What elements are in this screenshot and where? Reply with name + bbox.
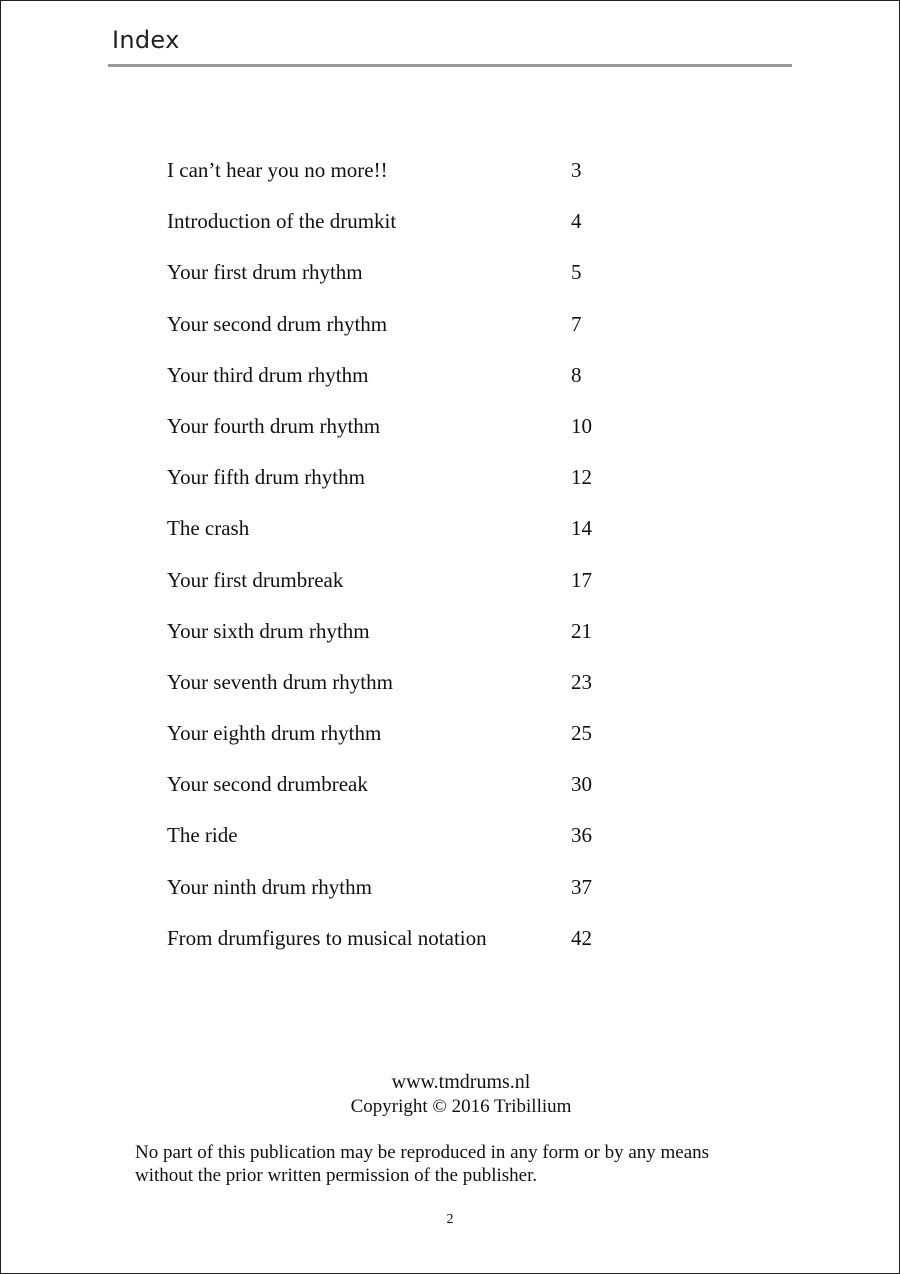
toc-entry[interactable] — [167, 565, 627, 616]
toc-entry[interactable] — [167, 667, 627, 718]
toc-entry-title: Your eighth drum rhythm — [167, 721, 382, 746]
header-divider — [108, 64, 792, 67]
toc-entry[interactable] — [167, 513, 627, 564]
toc-entry-title: Your third drum rhythm — [167, 362, 369, 387]
table-of-contents — [167, 155, 627, 974]
toc-entry[interactable] — [167, 462, 627, 513]
toc-entry-page: 8 — [571, 362, 582, 387]
toc-entry[interactable] — [167, 872, 627, 923]
toc-entry-title: Your first drumbreak — [167, 567, 344, 592]
toc-entry[interactable] — [167, 718, 627, 769]
toc-entry-title: Your first drum rhythm — [167, 260, 363, 285]
toc-entry[interactable] — [167, 923, 627, 974]
toc-entry-title: Introduction of the drumkit — [167, 209, 397, 234]
toc-entry-title: Your fifth drum rhythm — [167, 465, 365, 490]
page-number: 2 — [446, 1212, 454, 1227]
toc-entry[interactable] — [167, 769, 627, 820]
toc-entry[interactable] — [167, 155, 627, 206]
toc-entry[interactable] — [167, 206, 627, 257]
toc-entry-page: 12 — [571, 465, 592, 490]
toc-entry-page: 36 — [571, 823, 592, 848]
toc-entry-title: Your seventh drum rhythm — [167, 669, 393, 694]
toc-entry[interactable] — [167, 257, 627, 308]
toc-entry-page: 23 — [571, 669, 592, 694]
toc-entry[interactable] — [167, 411, 627, 462]
toc-entry-page: 7 — [571, 311, 582, 336]
toc-entry-title: I can’t hear you no more!! — [167, 158, 388, 182]
copyright-notice: Copyright © 2016 Tribillium — [350, 1096, 572, 1117]
website-link[interactable]: www.tmdrums.nl — [391, 1071, 531, 1093]
toc-entry-page: 37 — [571, 874, 592, 899]
toc-entry-page: 5 — [571, 260, 582, 285]
toc-entry[interactable] — [167, 616, 627, 667]
toc-entry-title: The ride — [167, 823, 238, 848]
toc-entry[interactable] — [167, 360, 627, 411]
toc-entry-page: 17 — [571, 567, 592, 592]
toc-entry-page: 30 — [571, 772, 592, 797]
legal-notice-line: No part of this publication may be reproduced in any form or by any means — [135, 1142, 710, 1163]
toc-entry-page: 21 — [571, 618, 592, 643]
page-title: Index — [112, 26, 180, 54]
toc-entry-page: 14 — [571, 516, 592, 541]
toc-entry-title: From drumfigures to musical notation — [167, 925, 487, 950]
toc-entry-page: 4 — [571, 209, 582, 234]
toc-entry[interactable] — [167, 820, 627, 871]
legal-notice — [135, 1141, 815, 1187]
toc-entry-page: 3 — [571, 158, 582, 182]
toc-entry-title: The crash — [167, 516, 250, 541]
toc-entry-title: Your second drumbreak — [167, 772, 368, 797]
toc-entry-title: Your ninth drum rhythm — [167, 874, 372, 899]
toc-entry[interactable] — [167, 309, 627, 360]
toc-entry-page: 42 — [571, 925, 592, 950]
legal-notice-line: without the prior written permission of the publisher. — [135, 1165, 538, 1186]
toc-entry-title: Your fourth drum rhythm — [167, 413, 381, 438]
toc-entry-title: Your second drum rhythm — [167, 311, 388, 336]
toc-entry-page: 25 — [571, 721, 592, 746]
toc-entry-title: Your sixth drum rhythm — [167, 618, 370, 643]
toc-entry-page: 10 — [571, 413, 592, 438]
